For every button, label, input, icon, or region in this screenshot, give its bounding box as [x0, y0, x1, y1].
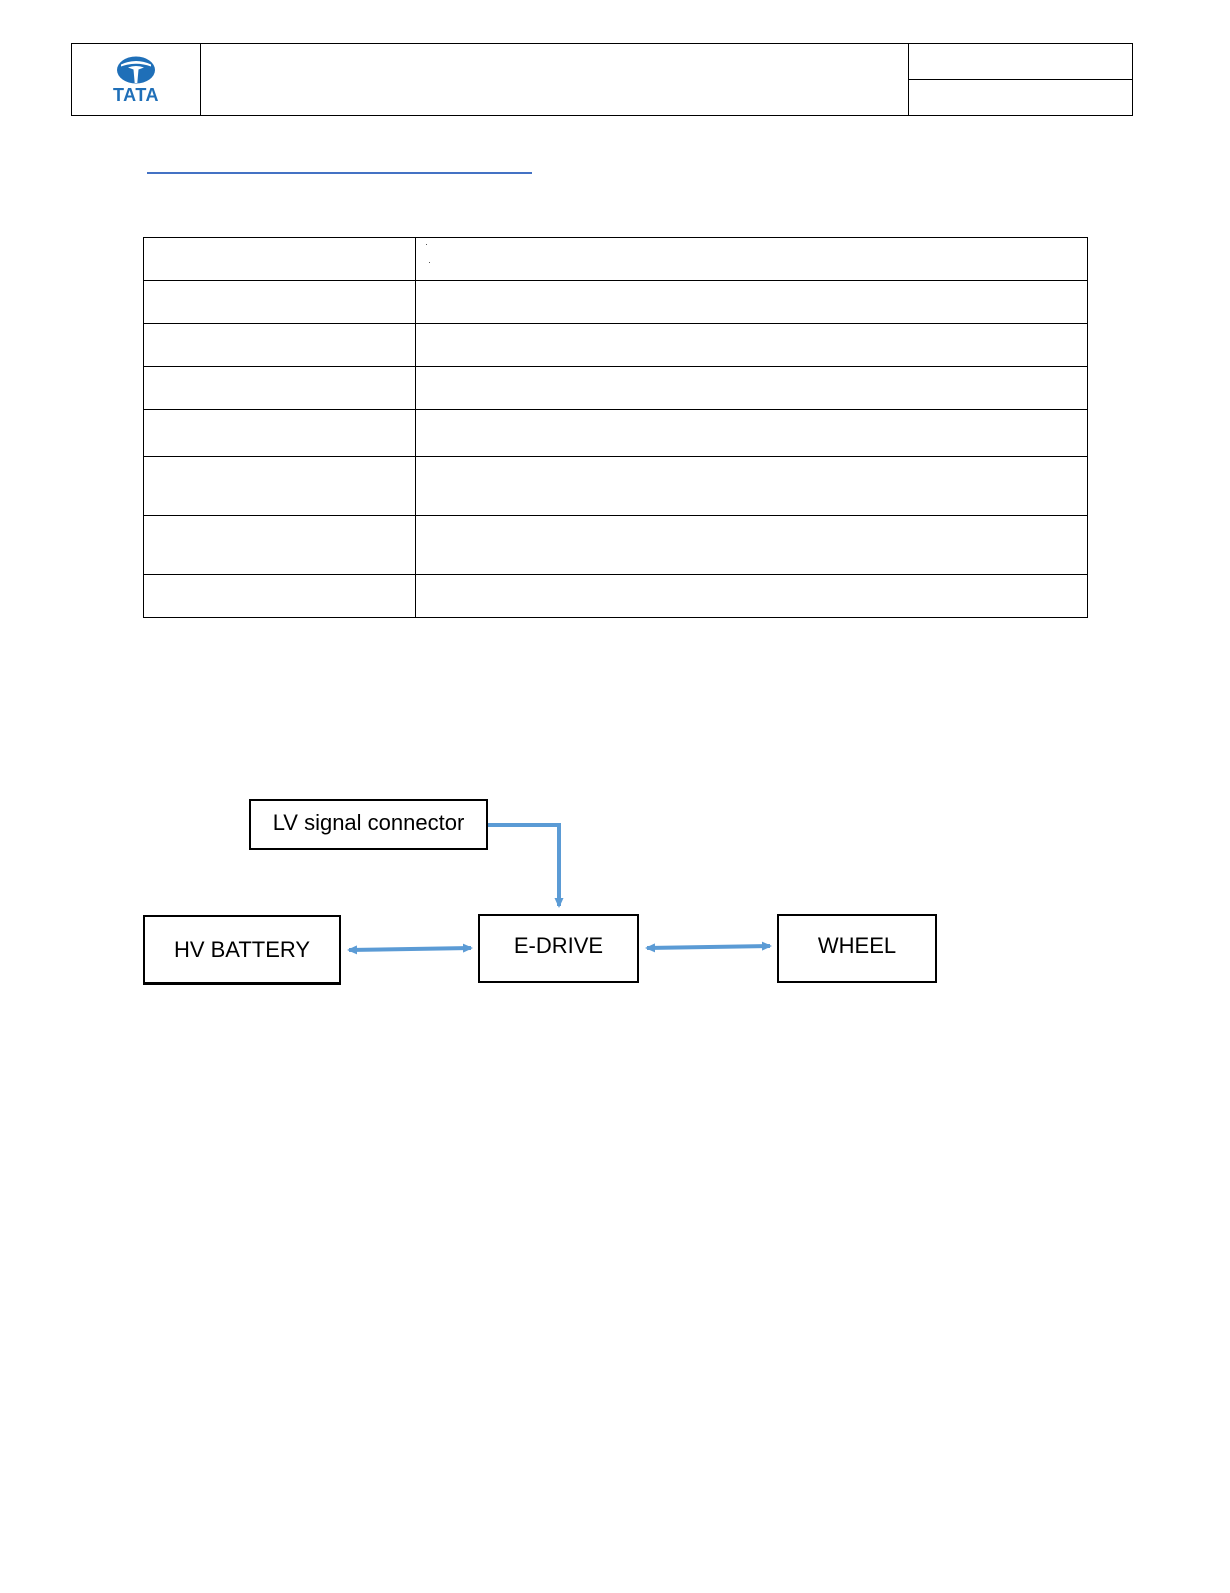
- arrow-hv-edrive: [349, 948, 471, 950]
- table-cell-value: [416, 367, 1088, 410]
- table-cell-value: [416, 457, 1088, 516]
- arrow-lv-to-edrive: [488, 825, 559, 906]
- table-row: [144, 575, 1088, 618]
- logo-cell: [72, 44, 201, 115]
- table-cell-label: [144, 238, 416, 281]
- table-cell-label: [144, 410, 416, 457]
- table-row: [144, 457, 1088, 516]
- arrow-edrive-wheel: [647, 946, 770, 948]
- tata-emblem-icon: [115, 55, 157, 85]
- table-cell-label: [144, 281, 416, 324]
- diagram-node-hv-battery: HV BATTERY: [143, 915, 341, 985]
- table-cell-label: [144, 516, 416, 575]
- table-cell-value: [416, 324, 1088, 367]
- table-row: [144, 410, 1088, 457]
- table-cell-value: [416, 410, 1088, 457]
- header-meta-cell: [909, 44, 1132, 115]
- diagram-node-e-drive: E-DRIVE: [478, 914, 639, 983]
- table-cell-value: [416, 238, 1088, 281]
- table-cell-label: [144, 367, 416, 410]
- table-cell-label: [144, 575, 416, 618]
- logo-wordmark: TATA: [113, 85, 159, 105]
- table-row: [144, 281, 1088, 324]
- diagram-node-lv-signal-connector: LV signal connector: [249, 799, 488, 850]
- table-row: [144, 238, 1088, 281]
- table-row: [144, 367, 1088, 410]
- header-meta-row: [909, 79, 1132, 115]
- header-meta-row: [909, 44, 1132, 79]
- diagram-node-wheel: WHEEL: [777, 914, 937, 983]
- header-title-cell: [201, 44, 909, 115]
- table-cell-label: [144, 457, 416, 516]
- table-cell-value: [416, 516, 1088, 575]
- spec-table: [143, 237, 1088, 618]
- document-header: [71, 43, 1133, 116]
- table-cell-value: [416, 281, 1088, 324]
- table-row: [144, 324, 1088, 367]
- table-cell-value: [416, 575, 1088, 618]
- table-row: [144, 516, 1088, 575]
- section-heading-underline: [147, 172, 532, 174]
- table-cell-label: [144, 324, 416, 367]
